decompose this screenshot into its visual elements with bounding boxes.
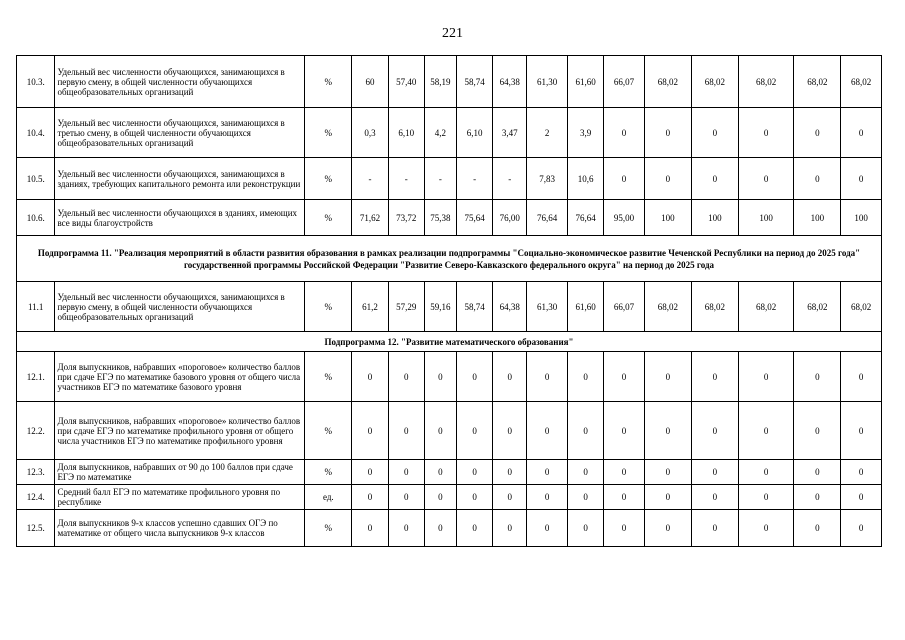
unit-cell: % — [305, 402, 352, 460]
value-cell: 0 — [456, 352, 492, 402]
table-row — [17, 282, 882, 332]
value-cell: 76,00 — [493, 200, 527, 236]
value-cell: 100 — [691, 200, 738, 236]
value-cell: 0 — [493, 352, 527, 402]
value-cell: 0 — [424, 460, 456, 485]
table-row — [17, 158, 882, 200]
value-cell: 0 — [841, 510, 882, 547]
value-cell: 0 — [493, 460, 527, 485]
value-cell: 0 — [644, 402, 691, 460]
value-cell: 68,02 — [644, 56, 691, 108]
value-cell: 0 — [841, 108, 882, 158]
value-cell: 58,19 — [424, 56, 456, 108]
indicator-name: Доля выпускников, набравших от 90 до 100 баллов при сдаче ЕГЭ по математике — [55, 460, 305, 485]
value-cell: 0,3 — [352, 108, 388, 158]
value-cell: 68,02 — [794, 56, 841, 108]
value-cell: 66,07 — [604, 56, 645, 108]
value-cell: 68,02 — [841, 282, 882, 332]
value-cell: 0 — [644, 510, 691, 547]
value-cell: 73,72 — [388, 200, 424, 236]
value-cell: 0 — [604, 460, 645, 485]
table-row — [17, 402, 882, 460]
value-cell: 61,30 — [527, 282, 568, 332]
value-cell: 0 — [604, 108, 645, 158]
value-cell: 76,64 — [567, 200, 603, 236]
value-cell: 0 — [691, 485, 738, 510]
value-cell: 68,02 — [691, 282, 738, 332]
indicator-name: Удельный вес численности обучающихся, занимающихся в первую смену, в общей численности обучающихся общеобразовательных организаций — [55, 56, 305, 108]
value-cell: 100 — [794, 200, 841, 236]
value-cell: 0 — [644, 485, 691, 510]
unit-cell: ед. — [305, 485, 352, 510]
value-cell: 61,2 — [352, 282, 388, 332]
value-cell: 6,10 — [456, 108, 492, 158]
section-row — [17, 236, 882, 282]
value-cell: 68,02 — [738, 282, 794, 332]
value-cell: 0 — [388, 460, 424, 485]
value-cell: 0 — [691, 402, 738, 460]
value-cell: 75,64 — [456, 200, 492, 236]
value-cell: 0 — [644, 352, 691, 402]
value-cell: 4,2 — [424, 108, 456, 158]
value-cell: 0 — [527, 460, 568, 485]
value-cell: 68,02 — [794, 282, 841, 332]
value-cell: - — [352, 158, 388, 200]
indicator-name: Удельный вес численности обучающихся, занимающихся в зданиях, требующих капитального ремонта или реконструкции — [55, 158, 305, 200]
unit-cell: % — [305, 200, 352, 236]
value-cell: 6,10 — [388, 108, 424, 158]
value-cell: 0 — [388, 402, 424, 460]
value-cell: - — [493, 158, 527, 200]
value-cell: 0 — [352, 485, 388, 510]
value-cell: 0 — [604, 352, 645, 402]
row-number: 11.1 — [17, 282, 55, 332]
section-row — [17, 332, 882, 352]
value-cell: 0 — [691, 510, 738, 547]
unit-cell: % — [305, 510, 352, 547]
indicator-name: Доля выпускников 9-х классов успешно сдавших ОГЭ по математике от общего числа выпускников 9-х классов — [55, 510, 305, 547]
value-cell: 0 — [388, 352, 424, 402]
value-cell: 59,16 — [424, 282, 456, 332]
value-cell: 0 — [527, 402, 568, 460]
value-cell: 0 — [567, 510, 603, 547]
value-cell: 66,07 — [604, 282, 645, 332]
value-cell: 0 — [352, 460, 388, 485]
unit-cell: % — [305, 352, 352, 402]
value-cell: 0 — [691, 108, 738, 158]
value-cell: 0 — [493, 485, 527, 510]
row-number: 12.3. — [17, 460, 55, 485]
value-cell: 10,6 — [567, 158, 603, 200]
value-cell: 68,02 — [738, 56, 794, 108]
indicator-name: Средний балл ЕГЭ по математике профильного уровня по республике — [55, 485, 305, 510]
row-number: 12.5. — [17, 510, 55, 547]
value-cell: 2 — [527, 108, 568, 158]
value-cell: 0 — [527, 352, 568, 402]
value-cell: 0 — [352, 352, 388, 402]
value-cell: 0 — [456, 485, 492, 510]
value-cell: 58,74 — [456, 282, 492, 332]
value-cell: 0 — [567, 402, 603, 460]
indicator-name: Удельный вес численности обучающихся, занимающихся в первую смену, в общей численности обучающихся общеобразовательных организаций — [55, 282, 305, 332]
value-cell: 0 — [424, 510, 456, 547]
value-cell: 0 — [456, 460, 492, 485]
unit-cell: % — [305, 158, 352, 200]
value-cell: 0 — [493, 510, 527, 547]
unit-cell: % — [305, 108, 352, 158]
value-cell: 0 — [604, 158, 645, 200]
value-cell: 0 — [527, 485, 568, 510]
indicator-name: Удельный вес численности обучающихся, занимающихся в третью смену, в общей численности обучающихся общеобразовательных организаций — [55, 108, 305, 158]
value-cell: 0 — [424, 352, 456, 402]
value-cell: 76,64 — [527, 200, 568, 236]
indicator-name: Доля выпускников, набравших «пороговое» количество баллов при сдаче ЕГЭ по математике базового уровня от общего числа участников ЕГЭ по математике базового уровня — [55, 352, 305, 402]
value-cell: 0 — [567, 485, 603, 510]
value-cell: 0 — [527, 510, 568, 547]
value-cell: 0 — [738, 510, 794, 547]
value-cell: 0 — [691, 158, 738, 200]
value-cell: 0 — [691, 460, 738, 485]
value-cell: 0 — [424, 402, 456, 460]
value-cell: 3,47 — [493, 108, 527, 158]
value-cell: 0 — [604, 485, 645, 510]
table-row — [17, 352, 882, 402]
row-number: 12.4. — [17, 485, 55, 510]
value-cell: 60 — [352, 56, 388, 108]
value-cell: 0 — [644, 108, 691, 158]
table-row — [17, 56, 882, 108]
value-cell: 75,38 — [424, 200, 456, 236]
value-cell: 0 — [567, 460, 603, 485]
value-cell: 0 — [352, 510, 388, 547]
value-cell: 0 — [794, 402, 841, 460]
indicator-name: Удельный вес численности обучающихся в зданиях, имеющих все виды благоустройств — [55, 200, 305, 236]
value-cell: 0 — [567, 352, 603, 402]
section-title: Подпрограмма 11. "Реализация мероприятий в области развития образования в рамках реализации подпрограммы "Социально-экономическое развитие Чеченской Республики на период до 2025 года" государственной программы Российской Федерации "Развитие Северо-Кавказского федерального округа" на период до 2025 года — [17, 236, 882, 282]
unit-cell: % — [305, 282, 352, 332]
value-cell: 0 — [493, 402, 527, 460]
value-cell: 0 — [604, 510, 645, 547]
value-cell: 61,60 — [567, 56, 603, 108]
value-cell: 0 — [388, 485, 424, 510]
value-cell: 7,83 — [527, 158, 568, 200]
row-number: 12.2. — [17, 402, 55, 460]
value-cell: 0 — [794, 510, 841, 547]
page-number: 221 — [442, 26, 463, 41]
value-cell: 64,38 — [493, 56, 527, 108]
table-row — [17, 108, 882, 158]
table-row — [17, 460, 882, 485]
unit-cell: % — [305, 56, 352, 108]
value-cell: 0 — [841, 158, 882, 200]
value-cell: 95,00 — [604, 200, 645, 236]
value-cell: 64,38 — [493, 282, 527, 332]
value-cell: 0 — [841, 460, 882, 485]
unit-cell: % — [305, 460, 352, 485]
value-cell: 0 — [644, 158, 691, 200]
value-cell: 61,60 — [567, 282, 603, 332]
indicators-table — [16, 55, 882, 547]
value-cell: 0 — [352, 402, 388, 460]
value-cell: 0 — [456, 402, 492, 460]
value-cell: 68,02 — [841, 56, 882, 108]
row-number: 10.5. — [17, 158, 55, 200]
row-number: 12.1. — [17, 352, 55, 402]
value-cell: 0 — [794, 108, 841, 158]
section-title: Подпрограмма 12. "Развитие математического образования" — [17, 332, 882, 352]
value-cell: 0 — [691, 352, 738, 402]
value-cell: 0 — [794, 485, 841, 510]
value-cell: - — [456, 158, 492, 200]
value-cell: 57,29 — [388, 282, 424, 332]
value-cell: 0 — [738, 108, 794, 158]
value-cell: 0 — [794, 460, 841, 485]
value-cell: 68,02 — [691, 56, 738, 108]
table-row — [17, 485, 882, 510]
value-cell: 0 — [841, 402, 882, 460]
value-cell: 0 — [424, 485, 456, 510]
value-cell: 61,30 — [527, 56, 568, 108]
value-cell: 0 — [738, 402, 794, 460]
value-cell: 0 — [456, 510, 492, 547]
value-cell: 3,9 — [567, 108, 603, 158]
value-cell: 100 — [644, 200, 691, 236]
value-cell: 100 — [738, 200, 794, 236]
value-cell: 58,74 — [456, 56, 492, 108]
value-cell: 0 — [738, 158, 794, 200]
value-cell: - — [424, 158, 456, 200]
value-cell: 71,62 — [352, 200, 388, 236]
value-cell: - — [388, 158, 424, 200]
value-cell: 0 — [794, 352, 841, 402]
row-number: 10.4. — [17, 108, 55, 158]
indicator-name: Доля выпускников, набравших «пороговое» количество баллов при сдаче ЕГЭ по математике профильного уровня от общего числа участников ЕГЭ по математике профильного уровня — [55, 402, 305, 460]
value-cell: 68,02 — [644, 282, 691, 332]
value-cell: 0 — [738, 460, 794, 485]
value-cell: 0 — [794, 158, 841, 200]
value-cell: 0 — [841, 485, 882, 510]
row-number: 10.6. — [17, 200, 55, 236]
table-row — [17, 510, 882, 547]
value-cell: 0 — [604, 402, 645, 460]
value-cell: 0 — [841, 352, 882, 402]
row-number: 10.3. — [17, 56, 55, 108]
table-row — [17, 200, 882, 236]
value-cell: 100 — [841, 200, 882, 236]
value-cell: 0 — [644, 460, 691, 485]
value-cell: 0 — [738, 485, 794, 510]
value-cell: 0 — [388, 510, 424, 547]
value-cell: 0 — [738, 352, 794, 402]
value-cell: 57,40 — [388, 56, 424, 108]
